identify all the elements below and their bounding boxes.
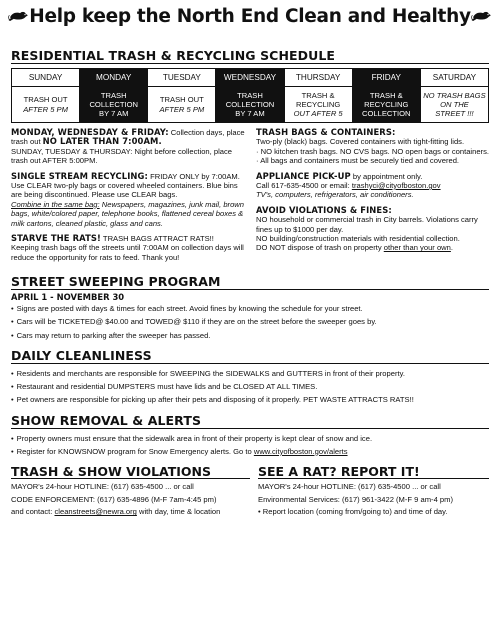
- snow-section: [0, 413, 500, 458]
- appliance-items: TV's, computers, refrigerators, air conditioners.: [256, 190, 414, 200]
- schedule-cell: [148, 87, 216, 123]
- rat-icon: [8, 7, 29, 25]
- rat-report-heading: SEE A RAT? REPORT IT!: [258, 466, 489, 479]
- snow-list: [0, 429, 500, 458]
- bags-heading: TRASH BAGS & CONTAINERS:: [256, 127, 396, 137]
- cleanstreets-email-link[interactable]: cleanstreets@newra.org: [54, 507, 137, 517]
- schedule-line: AFTER 5 PM: [23, 104, 68, 114]
- cleanliness-section: [0, 348, 500, 407]
- left-column: [11, 128, 256, 268]
- sweeping-heading: STREET SWEEPING PROGRAM: [11, 274, 221, 290]
- schedule-cell: [352, 87, 420, 123]
- sweeping-list: [0, 302, 500, 342]
- info-columns: [0, 128, 500, 268]
- schedule-line: TRASH OUT: [23, 95, 68, 105]
- violations-text-part: .: [450, 243, 453, 253]
- list-item: • Property owners must ensure that the sidewalk area in front of their property is kept clear of snow and ice.: [19, 432, 489, 445]
- schedule-line: NO TRASH BAGS ON THE: [423, 90, 486, 109]
- violations-text-part: other than your own: [383, 243, 451, 253]
- schedule-cell: [12, 87, 80, 123]
- starve-rats-heading: STARVE THE RATS!: [11, 233, 101, 244]
- violations-text: [256, 243, 489, 252]
- violations-heading: TRASH & SHOW VIOLATIONS: [11, 466, 250, 479]
- violations-fines-heading: AVOID VIOLATIONS & FINES:: [256, 204, 392, 215]
- snow-alert-text: Register for KNOWSNOW program for Snow Emergency alerts. Go to: [16, 446, 254, 456]
- appliance-block: [256, 172, 489, 200]
- schedule-line: STREET !!!: [435, 109, 474, 119]
- contact-text: with day, time & location: [136, 507, 221, 517]
- collection-days-heading: MONDAY, WEDNESDAY & FRIDAY:: [11, 127, 169, 137]
- divider: [11, 63, 489, 64]
- recycling-items: [11, 200, 246, 228]
- schedule-line: TRASH OUT: [159, 95, 204, 105]
- bags-block: [256, 128, 489, 166]
- appliance-subhead: by appointment only.: [350, 171, 423, 181]
- violations-text: NO household or commercial trash in City barrels. Violations carry fines up to $1000 per day.: [256, 215, 478, 234]
- recycling-heading: SINGLE STREAM RECYCLING:: [11, 170, 148, 181]
- right-column: [256, 128, 489, 268]
- rat-icon: [471, 7, 492, 25]
- schedule-info-row: [12, 87, 489, 123]
- code-enforcement-text: CODE ENFORCEMENT: (617) 635-4896 (M-F 7am-4:45 pm): [11, 494, 217, 504]
- bags-text: Two-ply (black) bags. Covered containers with tight-fitting lids.: [256, 137, 465, 147]
- schedule-table: [11, 68, 489, 123]
- night-before-text: SUNDAY, TUESDAY & THURSDAY: Night before collection, place trash out AFTER 5:00PM.: [11, 146, 233, 166]
- schedule-line: TRASH & RECYCLING: [364, 90, 409, 109]
- violations-contact: [11, 463, 250, 519]
- violations-fines-block: [256, 206, 489, 253]
- cleanliness-heading: DAILY CLEANLINESS: [11, 347, 152, 363]
- appliance-heading: APPLIANCE PICK-UP: [256, 170, 351, 181]
- alerts-link[interactable]: www.cityofboston.gov/alerts: [253, 446, 348, 456]
- schedule-line: TRASH COLLECTION: [89, 90, 138, 109]
- schedule-heading: RESIDENTIAL TRASH & RECYCLING SCHEDULE: [11, 48, 336, 63]
- list-item: • Cars may return to parking after the sweeper has passed.: [19, 329, 489, 342]
- schedule-days-row: [12, 69, 489, 87]
- starve-rats-block: [11, 234, 246, 262]
- schedule-day: SUNDAY: [12, 69, 80, 87]
- title-bar: [0, 0, 500, 32]
- schedule-day: WEDNESDAY: [216, 69, 284, 87]
- list-item: • Cars will be TICKETED@ $40.00 and TOWED@ $110 if they are on the street before the sweeper goes by.: [19, 315, 489, 328]
- starve-rats-subhead: TRASH BAGS ATTRACT RATS!!: [100, 234, 214, 244]
- schedule-day: MONDAY: [80, 69, 148, 87]
- schedule-line: TRASH COLLECTION: [225, 90, 275, 109]
- appliance-call: Call 617-635-4500 or email:: [256, 181, 352, 191]
- recycling-text: Use CLEAR two-ply bags or covered wheeled containers. Blue bins are being discontinued. Please use CLEAR bags.: [11, 181, 238, 200]
- schedule-day: SATURDAY: [420, 69, 488, 87]
- collection-days-text: Collection days, place trash out: [11, 128, 245, 147]
- schedule-cell: [216, 87, 284, 123]
- schedule-line: BY 7 AM: [99, 109, 129, 119]
- hotline-text: MAYOR's 24-hour HOTLINE: (617) 635-4500 ... or call: [11, 482, 194, 492]
- schedule-day: FRIDAY: [352, 69, 420, 87]
- collection-days-block: [11, 128, 246, 166]
- report-instruction: • Report location (coming from/going to) and time of day.: [258, 507, 448, 517]
- schedule-cell: [80, 87, 148, 123]
- schedule-day: TUESDAY: [148, 69, 216, 87]
- cleanliness-list: [0, 364, 500, 407]
- sweeping-dates: APRIL 1 - NOVEMBER 30: [11, 292, 125, 303]
- schedule-line: AFTER 5 PM: [159, 104, 205, 114]
- bags-bullet: · NO kitchen trash bags. NO CVS bags. NO open bags or containers.: [256, 146, 489, 156]
- contact-text: and contact:: [11, 507, 55, 517]
- list-item: • Residents and merchants are responsible for SWEEPING the SIDEWALKS and GUTTERS in front of their property.: [19, 367, 489, 380]
- schedule-cell: [420, 87, 488, 123]
- combine-items: Newspapers, magazines, junk mail, brown bags, white/colored paper, telephone books, flattened cereal boxes & milk cartons, cleaned plastic, glass and cans.: [11, 199, 245, 228]
- schedule-line: BY 7 AM: [235, 109, 265, 119]
- recycling-block: [11, 172, 246, 228]
- list-item: • Pet owners are responsible for picking up after their pets and disposing of it properly. PET WASTE ATTRACTS RATS!!: [19, 393, 489, 406]
- snow-heading: SHOW REMOVAL & ALERTS: [11, 412, 202, 428]
- violations-text-part: DO NOT dispose of trash on property: [256, 243, 384, 253]
- starve-rats-text: Keeping trash bags off the streets until 7:00AM on collection days will reduce the opportunity for rats to feed. Thank you!: [11, 243, 244, 262]
- schedule-line: TRASH & RECYCLING: [295, 90, 341, 109]
- collection-days-deadline: NO LATER THAN 7:00AM.: [42, 136, 162, 147]
- rat-report: [250, 463, 489, 519]
- appliance-contact: [256, 181, 489, 190]
- schedule-cell: [284, 87, 352, 123]
- schedule-day: THURSDAY: [284, 69, 352, 87]
- list-item: [16, 445, 489, 458]
- environmental-services-text: Environmental Services: (617) 961-3422 (M-F 9 am-4 pm): [258, 494, 453, 504]
- violations-text: NO building/construction materials with residential collection.: [256, 234, 460, 244]
- bags-bullet: · All bags and containers must be securely tied and covered.: [256, 156, 460, 166]
- appliance-email-link[interactable]: trashyci@cityofboston.gov: [351, 181, 441, 191]
- schedule-line: COLLECTION: [362, 109, 411, 119]
- list-item: • Signs are posted with days & times for each street. Avoid fines by knowing the schedule for your street.: [19, 302, 489, 315]
- schedule-line: OUT AFTER 5: [293, 109, 343, 119]
- page-title: Help keep the North End Clean and Healthy: [29, 5, 471, 27]
- combine-label: Combine in the same bag:: [11, 199, 100, 209]
- bottom-columns: [0, 463, 500, 519]
- hotline-text: MAYOR's 24-hour HOTLINE: (617) 635-4500 ... or call: [258, 482, 441, 492]
- recycling-day: FRIDAY ONLY by 7:00AM.: [147, 171, 240, 181]
- sweeping-section: [0, 274, 500, 342]
- contact-line: [11, 506, 250, 518]
- list-item: • Restaurant and residential DUMPSTERS must have lids and be CLOSED AT ALL TIMES.: [19, 380, 489, 393]
